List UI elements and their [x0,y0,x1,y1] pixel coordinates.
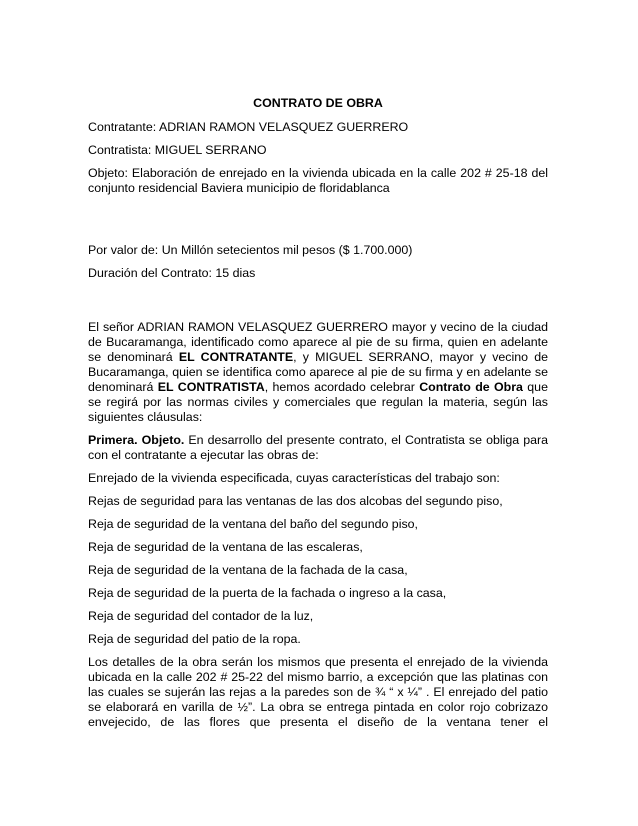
list-item: Reja de seguridad del patio de la ropa. [88,632,301,646]
clause-label: Primera. Objeto. [88,433,185,447]
intro-text: que se regirá por las normas civiles y comerciales que regulan la materia, según las siguientes cláusulas: [88,380,548,424]
intro-paragraph [88,320,548,425]
spacer [88,289,548,320]
clause-text: En desarrollo del presente contrato, el Contratista se obliga para con el contratante a ejecutar las obras de: [88,433,548,462]
contrato-term: Contrato de Obra [419,380,523,394]
contratista-line: Contratista: MIGUEL SERRANO [88,143,267,157]
intro-text: El señor ADRIAN RAMON VELASQUEZ GUERRERO mayor y vecino de la ciudad de Bucaramanga, identificado como aparece al pie de su firma, quien en adelante se denominará [88,320,548,364]
list-item: Rejas de seguridad para las ventanas de las dos alcobas del segundo piso, [88,494,503,508]
contratante-term: EL CONTRATANTE [178,350,294,364]
duracion-line: Duración del Contrato: 15 dias [88,266,256,280]
enrejado-intro: Enrejado de la vivienda especificada, cuyas características del trabajo son: [88,471,500,485]
contratante-line: Contratante: ADRIAN RAMON VELASQUEZ GUERRERO [88,120,409,134]
detalles-paragraph: Los detalles de la obra serán los mismos que presenta el enrejado de la vivienda ubicada en la calle 202 # 25-22 del mismo barrio, a excepción que las platinas con las cuales se sujerán las rejas a la paredes son de ¾ “ x ¼” . El enrejado del patio se elaborará en varilla de ½”. La obra se entrega pintada en color rojo cobrizazo envejecido, de las flores que presenta el diseño de la ventana tener el [88,655,548,729]
intro-text: , hemos acordado celebrar [264,380,420,394]
list-item: Reja de seguridad de la puerta de la fachada o ingreso a la casa, [88,586,447,600]
clause-primera [88,433,548,463]
spacer [88,204,548,243]
list-item: Reja de seguridad del contador de la luz, [88,609,314,623]
contract-title: CONTRATO DE OBRA [253,96,383,110]
valor-line: Por valor de: Un Millón setecientos mil pesos ($ 1.700.000) [88,243,413,257]
contract-page [88,96,548,738]
objeto-paragraph: Objeto: Elaboración de enrejado en la vivienda ubicada en la calle 202 # 25-18 del conjunto residencial Baviera municipio de floridablanca [88,166,548,195]
list-item: Reja de seguridad de la ventana del baño del segundo piso, [88,517,418,531]
intro-text: , y MIGUEL SERRANO, mayor y vecino de Bucaramanga, quien se identifica como aparece al pie de su firma y en adelante se denominará [88,350,548,394]
contratista-term: EL CONTRATISTA [157,380,265,394]
list-item: Reja de seguridad de la ventana de la fachada de la casa, [88,563,408,577]
list-item: Reja de seguridad de la ventana de las escaleras, [88,540,363,554]
